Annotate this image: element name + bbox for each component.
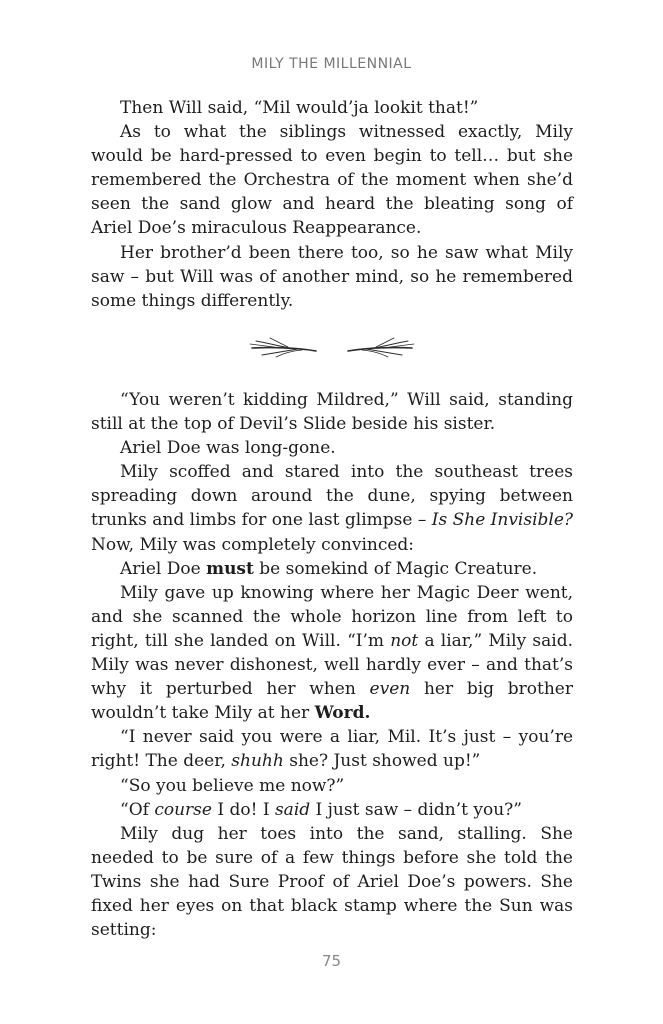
paragraph	[91, 725, 573, 773]
paragraph	[91, 96, 573, 120]
running-header: MILY THE MILLENNIAL	[251, 56, 412, 72]
paragraph	[91, 436, 573, 460]
paragraph	[91, 241, 573, 313]
page-number: 75	[321, 952, 342, 970]
text-run: As to what the siblings witnessed exactly, Mily would be hard-pressed to even begin to tell… but she remembered the Orchestra of the moment when she’d seen the sand glow and heard the bleating song of Ariel Doe’s miraculous Reappearance.	[91, 122, 573, 239]
paragraph	[91, 774, 573, 798]
paragraph	[91, 557, 573, 581]
text-run: Then Will said, “Mil would’ja lookit that!”	[120, 98, 479, 118]
italic-run: Is She Invisible?	[431, 510, 574, 531]
text-block-upper	[91, 96, 573, 313]
text-block-lower	[91, 388, 573, 942]
paragraph	[91, 798, 573, 822]
text-run: “Of	[120, 799, 155, 820]
text-run: “I never said you were a liar, Mil. It’s just – you’re right! The deer,	[91, 727, 573, 772]
text-run: I do! I	[211, 799, 275, 820]
text-run: Mily scoffed and stared into the southeast trees spreading down around the dune, spying between trunks and limbs for one last glimpse –	[91, 462, 573, 531]
paragraph	[91, 581, 573, 726]
text-run: she? Just showed up!”	[283, 751, 481, 772]
italic-run: said	[274, 799, 311, 820]
text-run: I just saw – didn’t you?”	[310, 799, 522, 820]
text-run: Ariel Doe was long-gone.	[120, 438, 336, 459]
italic-run: not	[390, 630, 419, 651]
italic-run: shuhh	[231, 751, 284, 772]
paragraph	[91, 460, 573, 556]
paragraph	[91, 120, 573, 240]
italic-run: course	[154, 799, 212, 820]
text-run: Mily gave up knowing where her Magic Deer went, and she scanned the whole horizon line from left to right, till she landed on Will. “I’m	[91, 582, 573, 651]
paragraph	[91, 388, 573, 436]
text-run: be somekind of Magic Creature.	[253, 558, 538, 579]
text-run: “So you believe me now?”	[120, 775, 345, 796]
twig-ornament-icon	[246, 333, 418, 363]
text-run: “You weren’t kidding Mildred,” Will said, standing still at the top of Devil’s Slide beside his sister.	[91, 390, 573, 435]
bold-run: must	[206, 558, 254, 579]
paragraph	[91, 822, 573, 942]
italic-run: even	[369, 679, 411, 700]
text-run: a liar,” Mily said. Mily was never dishonest, well hardly ever – and that’s why it perturbed her when	[91, 630, 573, 700]
text-run: Now, Mily was completely convinced:	[91, 534, 415, 555]
text-run: Ariel Doe	[120, 558, 207, 579]
text-run: Her brother’d been there too, so he saw what Mily saw – but Will was of another mind, so he remembered some things differently.	[91, 242, 573, 311]
bold-run: Word.	[314, 703, 371, 724]
text-run: Mily dug her toes into the sand, stalling. She needed to be sure of a few things before she told the Twins she had Sure Proof of Ariel Doe’s powers. She fixed her eyes on that black stamp where the Sun was setting:	[91, 823, 573, 941]
text-run: her big brother wouldn’t take Mily at her	[91, 679, 573, 724]
